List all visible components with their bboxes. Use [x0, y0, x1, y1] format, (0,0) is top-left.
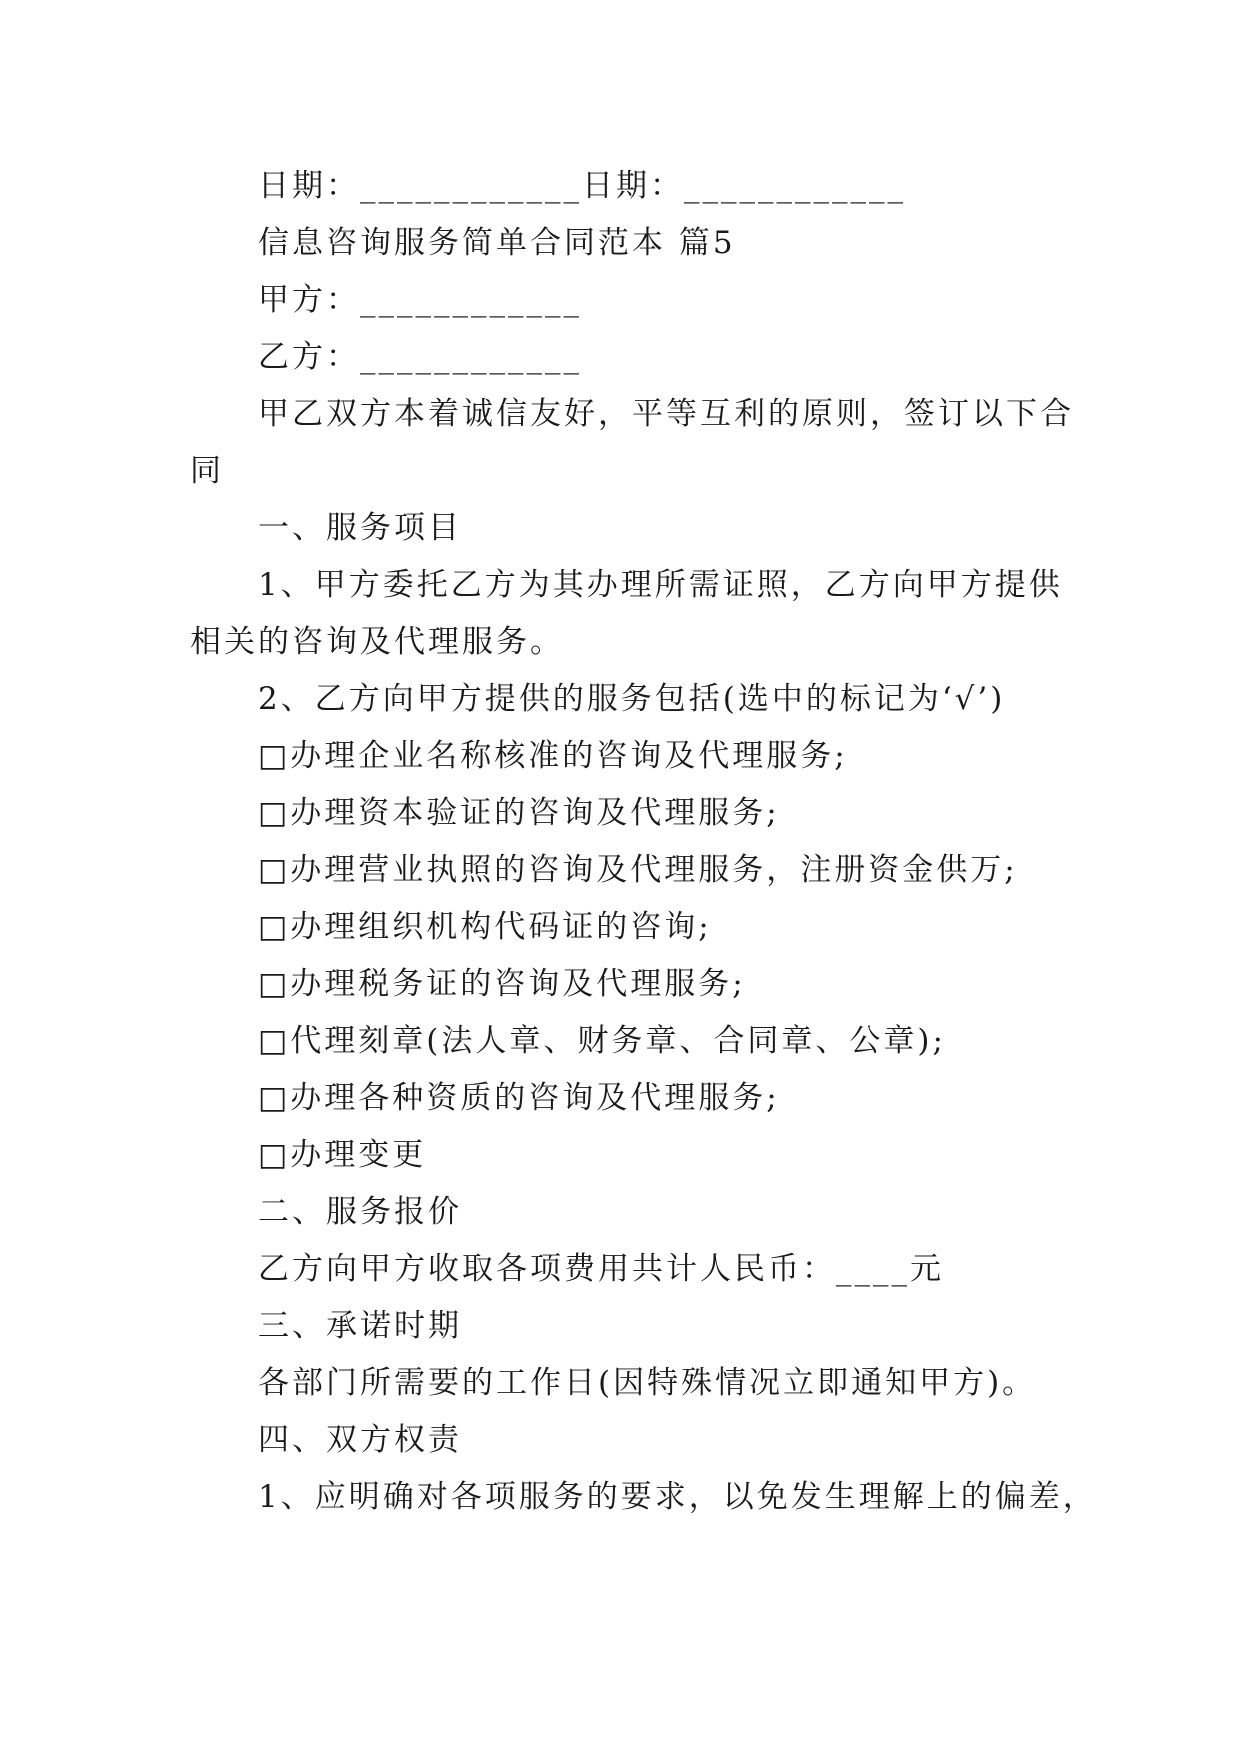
service-option: □办理组织机构代码证的咨询;	[258, 909, 712, 945]
section-title: 信息咨询服务简单合同范本 篇5	[258, 225, 736, 261]
heading-service-items: 一、服务项目	[258, 510, 462, 546]
preamble-line-1: 甲乙双方本着诚信友好，平等互利的原则，签订以下合	[258, 396, 1074, 432]
service-option: □办理各种资质的咨询及代理服务;	[258, 1080, 780, 1116]
service-option: □办理企业名称核准的咨询及代理服务;	[258, 738, 848, 774]
clause-1-line-2: 相关的咨询及代理服务。	[190, 624, 564, 660]
party-b-line: 乙方：____________	[258, 339, 582, 375]
service-option: □办理税务证的咨询及代理服务;	[258, 966, 746, 1002]
service-option: □办理营业执照的咨询及代理服务，注册资金供万;	[258, 852, 1018, 888]
service-option: □办理资本验证的咨询及代理服务;	[258, 795, 780, 831]
signature-date-line: 日期：____________日期：____________	[258, 168, 906, 204]
fee-line: 乙方向甲方收取各项费用共计人民币：____元	[258, 1251, 944, 1287]
clause-1-line-1: 1、甲方委托乙方为其办理所需证照，乙方向甲方提供	[258, 567, 1063, 603]
preamble-line-2: 同	[190, 453, 224, 489]
heading-rights-duties: 四、双方权责	[258, 1422, 462, 1458]
service-option: □办理变更	[258, 1137, 427, 1173]
clause-2: 2、乙方向甲方提供的服务包括(选中的标记为‘√’)	[258, 681, 1006, 717]
heading-service-quote: 二、服务报价	[258, 1194, 462, 1230]
working-days-line: 各部门所需要的工作日(因特殊情况立即通知甲方)。	[258, 1365, 1037, 1401]
heading-commitment-period: 三、承诺时期	[258, 1308, 462, 1344]
service-option: □代理刻章(法人章、财务章、合同章、公章);	[258, 1023, 946, 1059]
rights-clause-1: 1、应明确对各项服务的要求，以免发生理解上的偏差，	[258, 1479, 1097, 1515]
party-a-line: 甲方：____________	[258, 282, 582, 318]
